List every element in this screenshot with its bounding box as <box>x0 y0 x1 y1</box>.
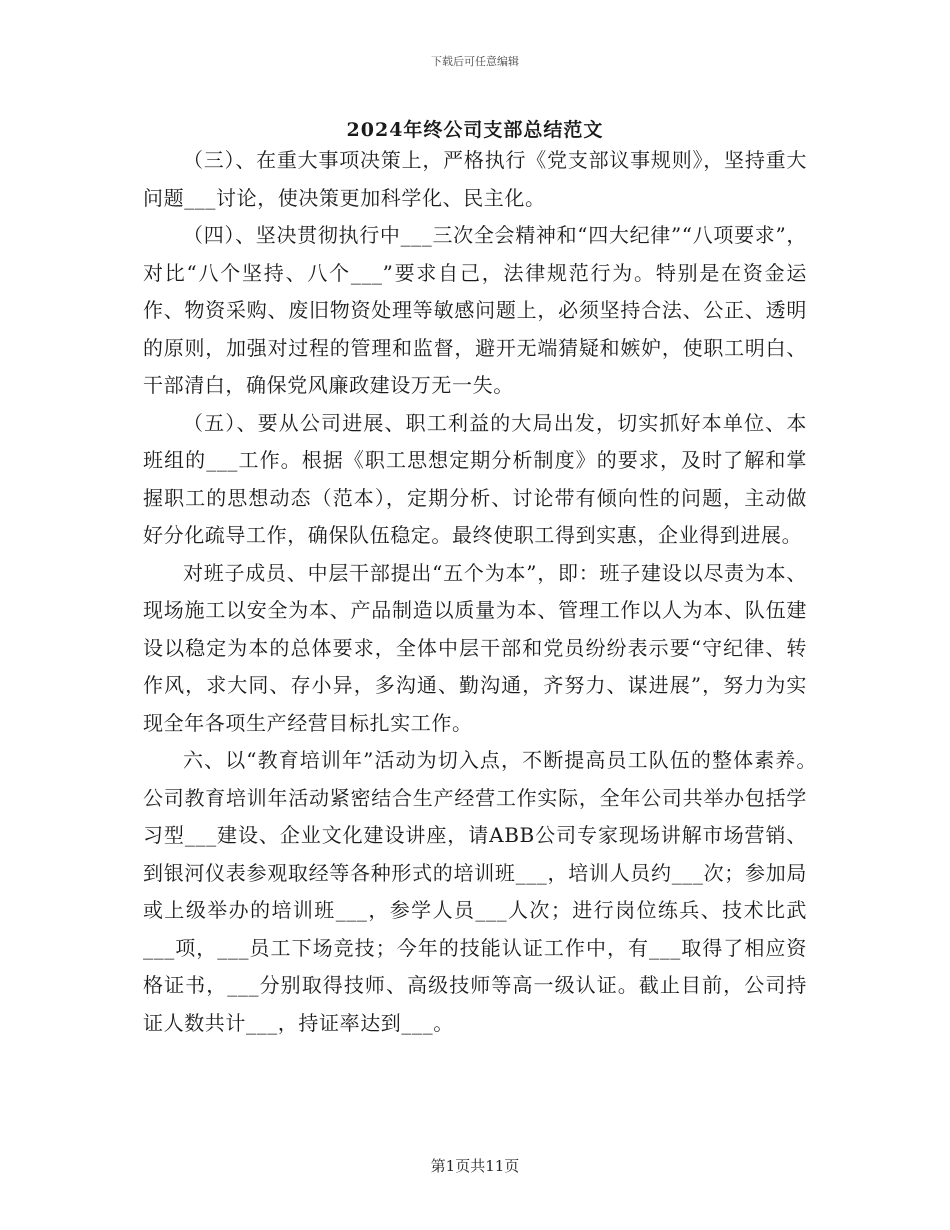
paragraph-3: （三）、在重大事项决策上，严格执行《党支部议事规则》，坚持重大问题___讨论，使决策更加科学化、民主化。 <box>143 148 807 210</box>
paragraph-five-principles: 对班子成员、中层干部提出“五个为本”，即：班子建设以尽责为本、现场施工以安全为本、产品制造以质量为本、管理工作以人为本、队伍建设以稳定为本的总体要求，全体中层干部和党员纷纷表示要“守纪律、转作风，求大同、存小异，多沟通、勤沟通，齐努力、谋进展”，努力为实现全年各项生产经营目标扎实工作。 <box>143 560 807 735</box>
document-title: 2024年终公司支部总结范文 <box>346 119 604 141</box>
page-number-footer: 第1页共11页 <box>430 1157 520 1175</box>
paragraph-5: （五）、要从公司进展、职工利益的大局出发，切实抓好本单位、本班组的___工作。根据《职工思想定期分析制度》的要求，及时了解和掌握职工的思想动态（范本），定期分析、讨论带有倾向性的问题，主动做好分化疏导工作，确保队伍稳定。最终使职工得到实惠，企业得到进展。 <box>143 410 807 547</box>
document-body <box>143 142 828 1042</box>
paragraph-6-training: 六、以“教育培训年”活动为切入点，不断提高员工队伍的整体素养。 公司教育培训年活动紧密结合生产经营工作实际，全年公司共举办包括学习型___建设、企业文化建设讲座，请ABB公司专家现场讲解市场营销、到银河仪表参观取经等各种形式的培训班___，培训人员约___次；参加局或上级举办的培训班___，参学人员___人次；进行岗位练兵、技术比武___项，___员工下场竞技；今年的技能认证工作中，有___取得了相应资格证书，___分别取得技师、高级技师等高一级认证。截止目前，公司持证人数共计___，持证率达到___。 <box>143 748 828 1035</box>
header-note: 下载后可任意编辑 <box>431 55 519 68</box>
paragraph-4: （四）、坚决贯彻执行中___三次全会精神和“四大纪律”“八项要求”，对比“八个坚持、八个___”要求自己，法律规范行为。特别是在资金运作、物资采购、废旧物资处理等敏感问题上，必须坚持合法、公正、透明的原则，加强对过程的管理和监督，避开无端猜疑和嫉妒，使职工明白、干部清白，确保党风廉政建设万无一失。 <box>143 223 807 397</box>
